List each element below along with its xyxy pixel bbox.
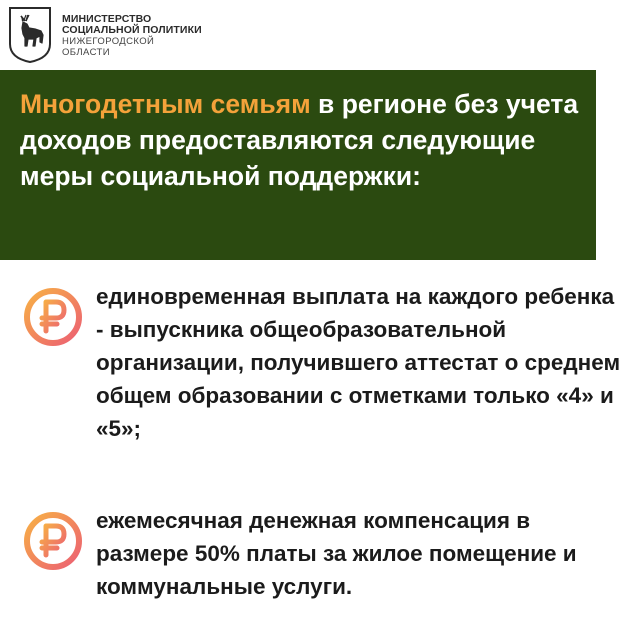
headline-highlight: Многодетным семьям [20, 89, 311, 119]
ministry-name [62, 14, 202, 58]
ruble-icon [18, 506, 88, 576]
header [0, 0, 640, 70]
ministry-name-line2: СОЦИАЛЬНОЙ ПОЛИТИКИ [62, 24, 202, 36]
headline-banner [0, 70, 596, 260]
ministry-name-line3: НИЖЕГОРОДСКОЙ [62, 36, 155, 47]
support-measure-item [0, 502, 640, 612]
support-measure-text: единовременная выплата на каждого ребенка - выпускника общеобразовательной организации, получившего аттестат о среднем общем образовании с отметками только «4» и «5»; [96, 284, 621, 441]
support-measure-text: ежемесячная денежная компенсация в размере 50% платы за жилое помещение и коммунальные услуги. [96, 508, 577, 599]
support-measure-item [0, 278, 640, 478]
ruble-icon [18, 282, 88, 352]
headline-text [20, 86, 580, 194]
coat-of-arms-deer-icon [8, 6, 52, 64]
ministry-name-line1: МИНИСТЕРСТВО [62, 13, 152, 25]
headline-rest: в регионе без учета доходов предоставляются следующие меры социальной поддержки: [20, 89, 579, 191]
ministry-name-line4: ОБЛАСТИ [62, 47, 110, 58]
